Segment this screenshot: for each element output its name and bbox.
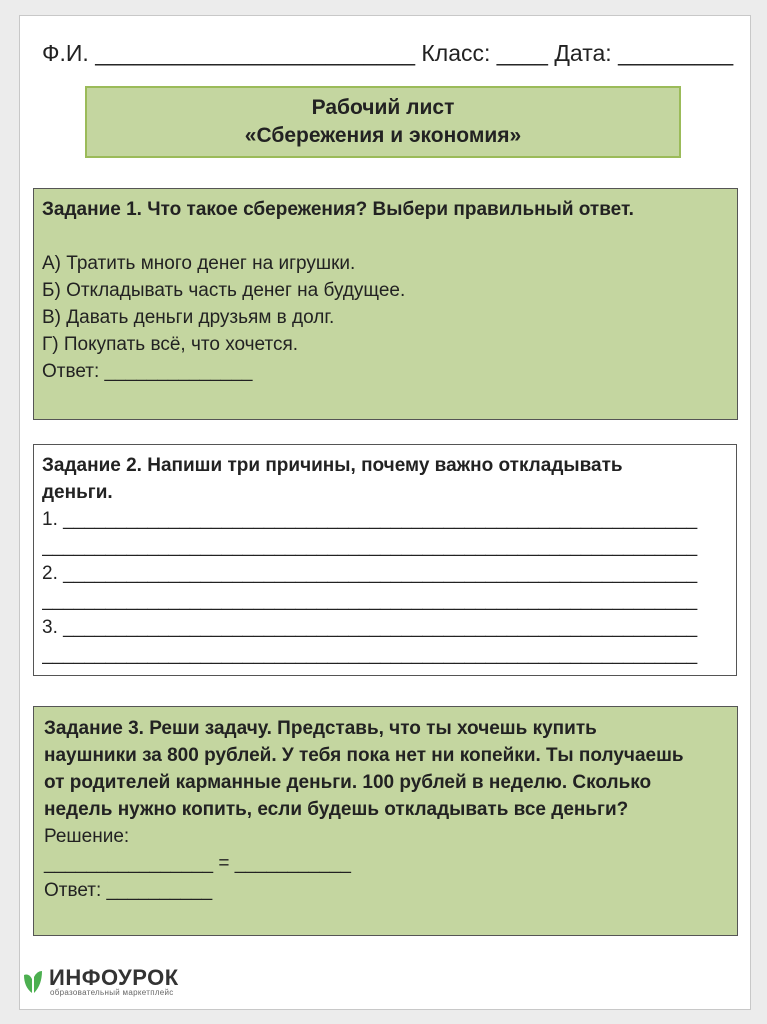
- task-2-answer-line: 1. ____________________________________________________________: [42, 509, 698, 530]
- title-line-2: «Сбережения и экономия»: [244, 124, 522, 147]
- date-label: Дата:: [554, 40, 612, 66]
- worksheet-page: [19, 15, 751, 1010]
- task-2-heading-line-2: деньги.: [42, 482, 113, 503]
- task-1-option-b: Б) Откладывать часть денег на будущее.: [42, 280, 406, 301]
- task-2-answer-line: ______________________________________________________________: [42, 536, 698, 557]
- task-3-box: [33, 706, 738, 936]
- logo-tagline: образовательный маркетплейс: [50, 988, 174, 997]
- task-1-option-d: Г) Покупать всё, что хочется.: [42, 334, 299, 355]
- task-2-answer-line: 2. ____________________________________________________________: [42, 563, 698, 584]
- task-1-box: [33, 188, 738, 420]
- task-3-heading-line: недель нужно копить, если будешь откладывать все деньги?: [44, 799, 629, 820]
- task-2-answer-line: 3. ____________________________________________________________: [42, 617, 698, 638]
- task-2-heading-line-1: Задание 2. Напиши три причины, почему важно откладывать: [42, 455, 623, 476]
- task-1-option-a: А) Тратить много денег на игрушки.: [42, 253, 356, 274]
- task-2-answer-line: ______________________________________________________________: [42, 644, 698, 665]
- task-1-option-c: В) Давать деньги друзьям в долг.: [42, 307, 335, 328]
- task-2-box: [33, 444, 737, 676]
- fio-label: Ф.И.: [42, 40, 89, 66]
- task-1-spacer: [42, 223, 729, 250]
- logo-name: ИНФОУРОК: [49, 965, 179, 990]
- task-1-heading: Задание 1. Что такое сбережения? Выбери правильный ответ.: [42, 199, 634, 220]
- task-3-equation: ________________ = ___________: [44, 853, 351, 874]
- class-blank: ____: [496, 40, 548, 66]
- task-1-answer: Ответ: ______________: [42, 361, 253, 382]
- date-blank: _________: [618, 40, 734, 66]
- task-3-heading-line: Задание 3. Реши задачу. Представь, что ты хочешь купить: [44, 718, 597, 739]
- fio-blank: _________________________: [95, 40, 415, 66]
- infourok-logo: [22, 963, 222, 999]
- task-3-answer: Ответ: __________: [44, 880, 213, 901]
- task-2-answer-line: ______________________________________________________________: [42, 590, 698, 611]
- title-line-1: Рабочий лист: [311, 96, 455, 119]
- task-3-solution-label: Решение:: [44, 826, 130, 847]
- worksheet-title: [85, 86, 681, 158]
- infourok-leaf-icon: [22, 967, 44, 995]
- class-label: Класс:: [421, 40, 491, 66]
- task-3-heading-line: от родителей карманные деньги. 100 рублей в неделю. Сколько: [44, 772, 652, 793]
- student-info-line: [42, 40, 752, 67]
- task-3-heading-line: наушники за 800 рублей. У тебя пока нет ни копейки. Ты получаешь: [44, 745, 684, 766]
